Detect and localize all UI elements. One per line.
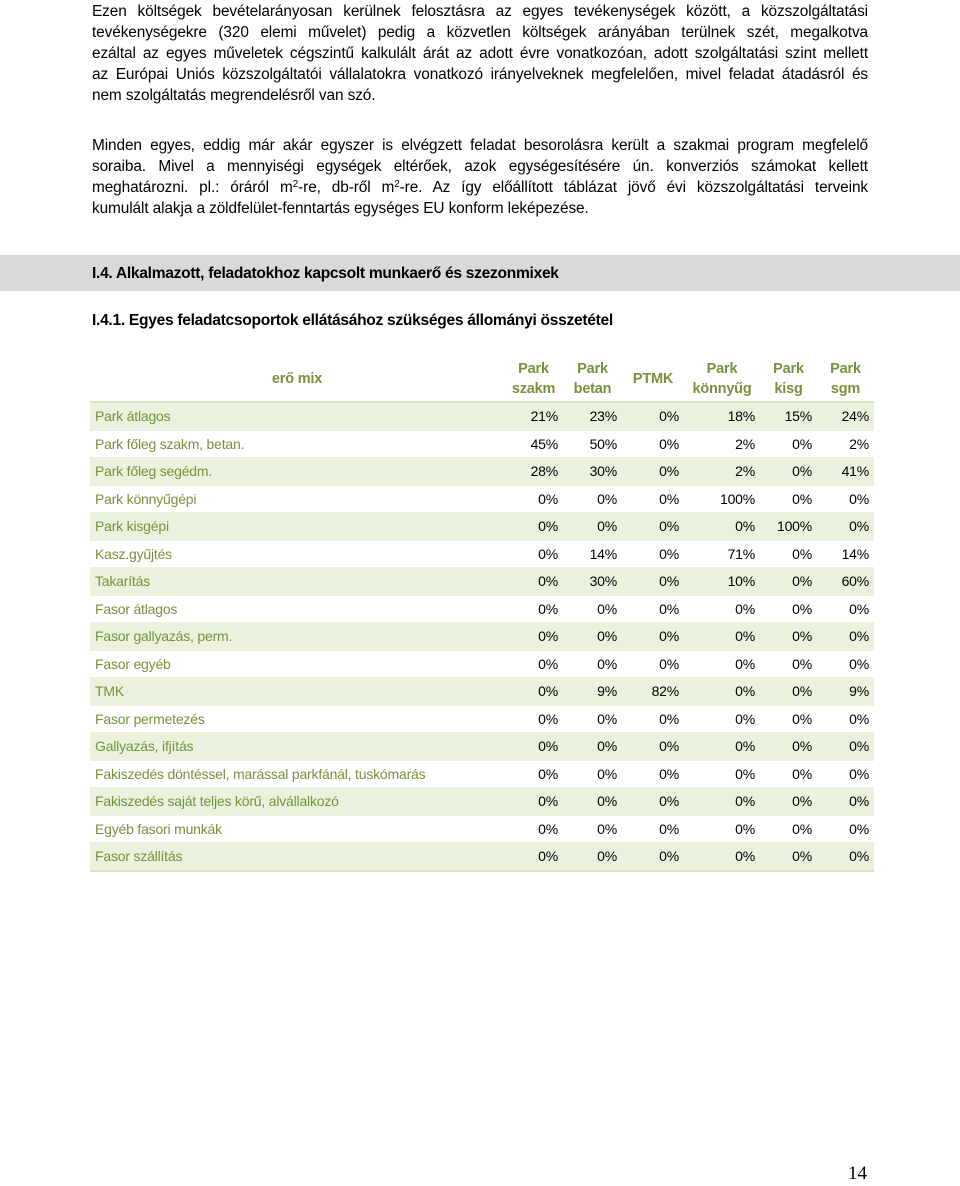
table-cell: 0% [622,843,684,871]
column-header: Park könnyűg [684,357,760,402]
paragraph-line: Ezen költségek bevételarányosan kerülnek felosztásra az egyes tevékenységek között, a közszolgáltatási [92,3,868,20]
column-header: Park szakm [504,357,563,402]
paragraph-line: Minden egyes, eddig már akár egyszer is elvégzett feladat besorolásra került a szakmai program megfelelő [92,137,868,154]
table-cell: 100% [760,513,817,541]
table-cell: 0% [817,595,874,623]
table-cell: 0% [817,788,874,816]
page-number: 14 [848,1163,867,1184]
table-cell: 0% [563,595,622,623]
row-label: Takarítás [90,568,504,596]
table-cell: 0% [622,430,684,458]
table-cell: 0% [684,788,760,816]
table-cell: 0% [760,843,817,871]
column-header: Park kisg [760,357,817,402]
table-cell: 0% [622,760,684,788]
table-row [90,430,874,458]
column-header: Park sgm [817,357,874,402]
paragraph-line: ezáltal az egyes műveletek cégszintű kalkulált árát az adott évre vonatkozóan, adott szolgáltatási szint mellett [92,45,868,62]
table-cell: 30% [563,568,622,596]
table-cell: 0% [622,623,684,651]
section-heading: I.4. Alkalmazott, feladatokhoz kapcsolt munkaerő és szezonmixek [92,265,559,282]
table-row [90,760,874,788]
table-row [90,402,874,430]
table-cell: 9% [817,678,874,706]
table-cell: 30% [563,458,622,486]
paragraph-line: soraiba. Mivel a mennyiségi egységek eltérőek, azok egységesítésére ún. konverziós számokat kellett [92,158,868,175]
row-label: Park átlagos [90,402,504,430]
table-cell: 0% [504,513,563,541]
table-cell: 0% [817,733,874,761]
table-cell: 23% [563,402,622,430]
table-cell: 0% [622,402,684,430]
table-cell: 0% [760,595,817,623]
table-cell: 0% [622,788,684,816]
intro-paragraph [92,1,868,106]
conversion-paragraph [92,135,868,219]
table-cell: 0% [760,650,817,678]
table-cell: 0% [563,513,622,541]
table-cell: 14% [563,540,622,568]
table-cell: 0% [760,815,817,843]
table-row [90,705,874,733]
table-cell: 24% [817,402,874,430]
table-cell: 0% [684,650,760,678]
table-cell: 0% [684,513,760,541]
table-cell: 0% [760,540,817,568]
table-row [90,623,874,651]
table-cell: 0% [817,650,874,678]
paragraph-line: tevékenységekre (320 elemi művelet) pedig a közvetlen költségek arányában terülnek szét, megalkotva [92,24,868,41]
table-row [90,513,874,541]
table-cell: 0% [684,595,760,623]
table-cell: 0% [504,485,563,513]
table-cell: 0% [817,843,874,871]
table-cell: 14% [817,540,874,568]
table-row [90,815,874,843]
table-cell: 0% [684,623,760,651]
table-row [90,843,874,871]
table-cell: 71% [684,540,760,568]
row-label: Fasor átlagos [90,595,504,623]
table-cell: 45% [504,430,563,458]
table-row [90,788,874,816]
table-cell: 0% [504,540,563,568]
table-cell: 0% [622,815,684,843]
table-cell: 18% [684,402,760,430]
table-body [90,402,874,871]
table-header-row [90,357,874,402]
table-row [90,733,874,761]
table-cell: 82% [622,678,684,706]
table-cell: 60% [817,568,874,596]
table-cell: 0% [760,430,817,458]
paragraph-line: kumulált alakja a zöldfelület-fenntartás egységes EU konform leképezése. [92,200,589,217]
table-cell: 0% [563,733,622,761]
row-label: Fasor egyéb [90,650,504,678]
table-cell: 0% [760,568,817,596]
row-label: Egyéb fasori munkák [90,815,504,843]
paragraph-line: az Európai Uniós közszolgáltatói vállalatokra vonatkozó irányelveknek megfelelően, mivel feladat átadásról és [92,66,868,83]
table-cell: 0% [563,705,622,733]
table-cell: 0% [760,788,817,816]
table-cell: 0% [622,595,684,623]
table-cell: 0% [684,733,760,761]
table-cell: 0% [504,760,563,788]
table-cell: 0% [622,705,684,733]
table-cell: 0% [760,458,817,486]
table-cell: 0% [563,485,622,513]
table-row [90,595,874,623]
table-cell: 21% [504,402,563,430]
table-row [90,650,874,678]
paragraph-line: nem szolgáltatás megrendelésről van szó. [92,87,376,104]
table-cell: 0% [563,788,622,816]
table-cell: 0% [760,623,817,651]
table-cell: 0% [684,705,760,733]
table-row [90,678,874,706]
table-cell: 15% [760,402,817,430]
row-label: Fasor szállítás [90,843,504,871]
table-cell: 0% [684,843,760,871]
row-label: TMK [90,678,504,706]
table-cell: 50% [563,430,622,458]
table-row [90,568,874,596]
table-cell: 0% [563,815,622,843]
row-label: Gallyazás, ifjítás [90,733,504,761]
table-cell: 0% [504,595,563,623]
row-label: Park főleg szakm, betan. [90,430,504,458]
table-cell: 0% [760,705,817,733]
table-cell: 0% [504,815,563,843]
table-row [90,485,874,513]
table-cell: 0% [504,568,563,596]
subsection-heading: I.4.1. Egyes feladatcsoportok ellátásához szükséges állományi összetétel [92,312,613,329]
table-cell: 2% [684,430,760,458]
table-cell: 0% [622,485,684,513]
row-label: Park főleg segédm. [90,458,504,486]
table-cell: 0% [622,650,684,678]
table-cell: 0% [760,760,817,788]
table-cell: 100% [684,485,760,513]
column-header: PTMK [622,357,684,402]
table-cell: 0% [622,513,684,541]
table-cell: 2% [684,458,760,486]
table-cell: 0% [817,815,874,843]
table-cell: 0% [563,843,622,871]
table-cell: 0% [622,458,684,486]
table-cell: 0% [504,650,563,678]
row-label: Fasor permetezés [90,705,504,733]
table-cell: 0% [504,678,563,706]
paragraph-line: meghatározni. pl.: óráról $m^2-re$, db-ről $m^2-re$. Az így előállított táblázat jövő évi közszolgáltatási terveink [92,179,868,196]
table-cell: 0% [504,788,563,816]
table-cell: 10% [684,568,760,596]
row-label: Fasor gallyazás, perm. [90,623,504,651]
table-cell: 2% [817,430,874,458]
table-cell: 0% [817,623,874,651]
table-cell: 0% [563,650,622,678]
table-cell: 0% [817,513,874,541]
row-label: Park könnyűgépi [90,485,504,513]
table-cell: 0% [622,540,684,568]
table-row [90,540,874,568]
table-cell: 0% [504,705,563,733]
table-cell: 0% [622,733,684,761]
table-cell: 0% [817,705,874,733]
table-cell: 0% [504,623,563,651]
table-cell: 28% [504,458,563,486]
table-cell: 0% [684,678,760,706]
table-cell: 0% [760,678,817,706]
table-cell: 0% [563,760,622,788]
row-label: Kasz.gyűjtés [90,540,504,568]
row-label: Fakiszedés saját teljes körű, alvállalkozó [90,788,504,816]
table-cell: 0% [563,623,622,651]
table-cell: 0% [622,568,684,596]
table-row [90,458,874,486]
table-cell: 0% [760,485,817,513]
table-cell: 0% [504,843,563,871]
column-header: Park betan [563,357,622,402]
table-cell: 0% [504,733,563,761]
table-cell: 41% [817,458,874,486]
row-label: Fakiszedés döntéssel, marással parkfánál, tuskómarás [90,760,504,788]
table-cell: 0% [760,733,817,761]
table-cell: 0% [817,485,874,513]
table-cell: 0% [684,815,760,843]
table-cell: 0% [817,760,874,788]
table-cell: 0% [684,760,760,788]
workforce-mix-table [90,357,874,872]
table-corner-header: erő mix [90,357,504,402]
table-cell: 9% [563,678,622,706]
row-label: Park kisgépi [90,513,504,541]
